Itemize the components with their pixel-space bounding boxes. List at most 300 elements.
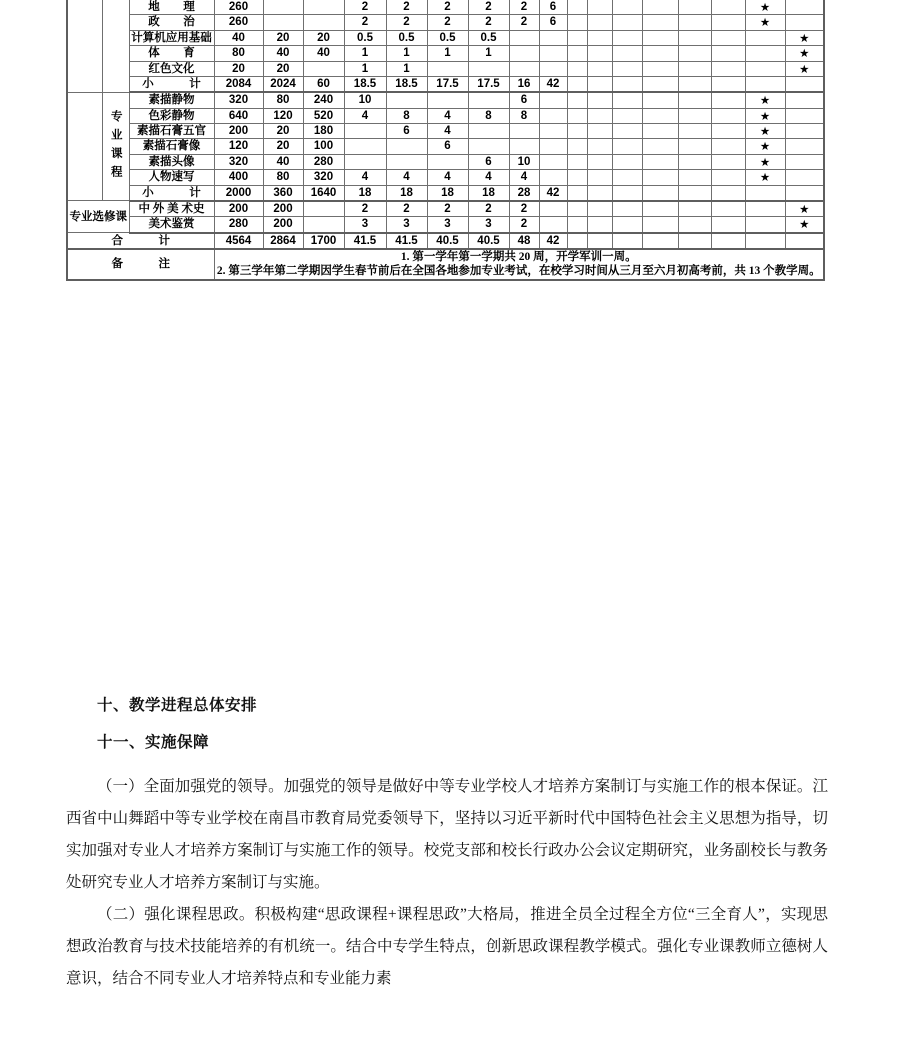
cell: 6 (539, 0, 567, 15)
cell: 2 (386, 0, 427, 15)
group-label-professional-electives: 专业选修课 (67, 201, 129, 233)
cell: 80 (214, 46, 263, 61)
cell: 20 (263, 30, 303, 45)
cell: 20 (263, 61, 303, 76)
cell (539, 30, 567, 45)
cell: 3 (386, 217, 427, 233)
cell (587, 61, 612, 76)
cell (678, 15, 711, 30)
exam-star: ★ (745, 108, 785, 123)
cell (587, 201, 612, 217)
cell: 200 (214, 124, 263, 139)
cell: 40 (303, 46, 344, 61)
cell: 2000 (214, 185, 263, 201)
cell: 20 (214, 61, 263, 76)
table-row (67, 0, 824, 15)
cell: 2 (509, 201, 539, 217)
table-row (67, 139, 824, 154)
cell (678, 139, 711, 154)
cell: 6 (386, 124, 427, 139)
exam-star: ★ (745, 0, 785, 15)
table-row (67, 15, 824, 30)
cell (567, 217, 587, 233)
cell: 120 (214, 139, 263, 154)
cell: 18 (386, 185, 427, 201)
cell: 1 (386, 46, 427, 61)
table-row (67, 124, 824, 139)
note-content (214, 249, 824, 280)
cell (612, 30, 642, 45)
cell: 40 (263, 46, 303, 61)
cell: 4564 (214, 233, 263, 249)
total-label: 合 计 (67, 233, 214, 249)
cell: 41.5 (344, 233, 386, 249)
group-cell-empty-outer (67, 0, 102, 92)
cell: 240 (303, 92, 344, 108)
cell (567, 201, 587, 217)
cell: 2 (509, 217, 539, 233)
cell (678, 217, 711, 233)
cell (539, 170, 567, 185)
cell (539, 201, 567, 217)
cell (642, 108, 678, 123)
cell (567, 15, 587, 30)
cell (587, 46, 612, 61)
table-row-subtotal (67, 76, 824, 92)
course-name: 中 外 美 术史 (129, 201, 214, 217)
note-line-1: 1. 第一学年第一学期共 20 周，开学军训一周。 (400, 251, 637, 263)
cell: 1 (386, 61, 427, 76)
subtotal-label: 小 计 (129, 185, 214, 201)
cell: 200 (263, 217, 303, 233)
cell: 1640 (303, 185, 344, 201)
cell: 4 (344, 170, 386, 185)
cell (468, 139, 509, 154)
cell (785, 154, 824, 169)
cell (785, 15, 824, 30)
cell (642, 154, 678, 169)
cell (587, 170, 612, 185)
cell: 520 (303, 108, 344, 123)
cell (785, 185, 824, 201)
cell: 1 (427, 46, 468, 61)
cell (509, 46, 539, 61)
cell (567, 30, 587, 45)
cell: 180 (303, 124, 344, 139)
cell (785, 108, 824, 123)
curriculum-table (66, 0, 825, 281)
table-row-notes (67, 249, 824, 280)
cell: 2024 (263, 76, 303, 92)
cell (612, 15, 642, 30)
cell (678, 0, 711, 15)
cell: 18 (468, 185, 509, 201)
cell (642, 0, 678, 15)
cell (386, 92, 427, 108)
cell (263, 0, 303, 15)
course-name: 政 治 (129, 15, 214, 30)
cell (612, 124, 642, 139)
cell: 2 (427, 15, 468, 30)
curriculum-table-body (67, 0, 824, 280)
cell (587, 108, 612, 123)
cell: 40.5 (427, 233, 468, 249)
cell (427, 92, 468, 108)
cell: 48 (509, 233, 539, 249)
cell (509, 139, 539, 154)
note-line-2: 2. 第三学年第二学期因学生春节前后在全国各地参加专业考试，在校学习时间从三月至六月初高考前，共 13 个教学周。 (216, 265, 821, 278)
cell: 2 (509, 0, 539, 15)
cell (642, 185, 678, 201)
cell (612, 61, 642, 76)
cell: 42 (539, 76, 567, 92)
cell: 80 (263, 170, 303, 185)
cell (711, 233, 745, 249)
cell (567, 154, 587, 169)
cell (567, 76, 587, 92)
heading-section-eleven: 十一、实施保障 (97, 734, 210, 752)
cell (642, 124, 678, 139)
cell (642, 217, 678, 233)
paragraph-one: （一）全面加强党的领导。加强党的领导是做好中等专业学校人才培养方案制订与实施工作的根本保证。江西省中山舞蹈中等专业学校在南昌市教育局党委领导下，坚持以习近平新时代中国特色社会主义思想为指导，切实加强对专业人才培养方案制订与实施工作的领导。校党支部和校长行政办公会议定期研究，业务副校长与教务处研究专业人才培养方案制订与实施。 (66, 777, 828, 891)
group-cell-empty-inner (102, 0, 129, 92)
cell: 1700 (303, 233, 344, 249)
cell: 20 (263, 124, 303, 139)
cell (587, 124, 612, 139)
cell: 42 (539, 185, 567, 201)
note-label: 备 注 (67, 249, 214, 280)
cell (785, 124, 824, 139)
cell (539, 46, 567, 61)
cell (539, 92, 567, 108)
cell: 18 (344, 185, 386, 201)
cell (303, 201, 344, 217)
cell (678, 76, 711, 92)
cell (745, 201, 785, 217)
cell: 4 (427, 170, 468, 185)
cell: 28 (509, 185, 539, 201)
table-row (67, 170, 824, 185)
paragraph-two: （二）强化课程思政。积极构建“思政课程+课程思政”大格局，推进全员全过程全方位“三全育人”，实现思想政治教育与技术技能培养的有机统一。结合中专学生特点，创新思政课程教学模式。强化专业课教师立德树人意识，结合不同专业人才培养特点和专业能力素 (66, 905, 828, 987)
cell (711, 185, 745, 201)
cell (642, 61, 678, 76)
cell: 320 (214, 92, 263, 108)
cell (785, 0, 824, 15)
cell (711, 76, 745, 92)
cell (567, 108, 587, 123)
cell: 360 (263, 185, 303, 201)
cell: 280 (214, 217, 263, 233)
course-name: 色彩静物 (129, 108, 214, 123)
cell (678, 124, 711, 139)
exam-star: ★ (785, 30, 824, 45)
exam-star: ★ (785, 46, 824, 61)
cell (612, 46, 642, 61)
course-name: 计算机应用基础 (129, 30, 214, 45)
cell (612, 0, 642, 15)
cell (745, 217, 785, 233)
cell (711, 61, 745, 76)
group-cell-empty-outer (67, 92, 102, 201)
cell (711, 124, 745, 139)
cell (567, 170, 587, 185)
cell: 260 (214, 15, 263, 30)
cell (785, 92, 824, 108)
course-name: 素描石膏像 (129, 139, 214, 154)
cell (567, 139, 587, 154)
cell (678, 201, 711, 217)
cell: 60 (303, 76, 344, 92)
cell: 280 (303, 154, 344, 169)
cell: 2 (427, 201, 468, 217)
course-name: 地 理 (129, 0, 214, 15)
cell (509, 124, 539, 139)
table-row (67, 217, 824, 233)
cell (785, 76, 824, 92)
cell (678, 233, 711, 249)
cell: 80 (263, 92, 303, 108)
cell (587, 217, 612, 233)
cell (427, 154, 468, 169)
exam-star: ★ (745, 139, 785, 154)
heading-section-ten: 十、教学进程总体安排 (97, 697, 258, 714)
cell: 18.5 (344, 76, 386, 92)
cell (642, 170, 678, 185)
cell: 41.5 (386, 233, 427, 249)
cell (427, 61, 468, 76)
cell: 2 (468, 15, 509, 30)
cell (303, 0, 344, 15)
cell: 2 (468, 0, 509, 15)
cell (612, 201, 642, 217)
cell: 4 (509, 170, 539, 185)
exam-star: ★ (785, 201, 824, 217)
cell (711, 15, 745, 30)
cell (567, 46, 587, 61)
cell (612, 217, 642, 233)
cell: 20 (263, 139, 303, 154)
cell: 4 (427, 124, 468, 139)
cell (642, 46, 678, 61)
cell (745, 46, 785, 61)
cell: 8 (468, 108, 509, 123)
cell (678, 108, 711, 123)
cell (711, 108, 745, 123)
cell: 8 (386, 108, 427, 123)
cell: 4 (344, 108, 386, 123)
cell (711, 46, 745, 61)
cell: 2 (427, 0, 468, 15)
exam-star: ★ (785, 61, 824, 76)
cell: 6 (509, 92, 539, 108)
cell (711, 201, 745, 217)
table-row-subtotal (67, 185, 824, 201)
table-row (67, 30, 824, 45)
cell (711, 154, 745, 169)
cell (567, 185, 587, 201)
cell: 640 (214, 108, 263, 123)
cell (678, 30, 711, 45)
table-row (67, 154, 824, 169)
cell: 40 (263, 154, 303, 169)
cell: 4 (427, 108, 468, 123)
cell (468, 61, 509, 76)
cell (612, 154, 642, 169)
cell (587, 30, 612, 45)
course-name: 体 育 (129, 46, 214, 61)
cell (587, 139, 612, 154)
cell: 2864 (263, 233, 303, 249)
cell: 42 (539, 233, 567, 249)
cell (711, 92, 745, 108)
cell (678, 61, 711, 76)
cell (711, 170, 745, 185)
cell (745, 233, 785, 249)
cell: 2 (386, 201, 427, 217)
cell (344, 139, 386, 154)
cell: 1 (468, 46, 509, 61)
cell (612, 233, 642, 249)
cell (678, 170, 711, 185)
cell (587, 154, 612, 169)
cell (745, 30, 785, 45)
cell (509, 30, 539, 45)
cell: 18.5 (386, 76, 427, 92)
cell: 40 (214, 30, 263, 45)
group-label-professional-courses: 专业课程 (102, 92, 129, 201)
cell (539, 217, 567, 233)
cell (785, 233, 824, 249)
cell: 4 (386, 170, 427, 185)
cell (612, 185, 642, 201)
cell (567, 124, 587, 139)
cell (539, 154, 567, 169)
cell (711, 0, 745, 15)
cell: 1 (344, 46, 386, 61)
exam-star: ★ (745, 170, 785, 185)
course-name: 素描石膏五官 (129, 124, 214, 139)
cell: 10 (509, 154, 539, 169)
cell (587, 233, 612, 249)
cell (567, 61, 587, 76)
course-name: 红色文化 (129, 61, 214, 76)
cell (567, 92, 587, 108)
cell (612, 108, 642, 123)
cell (587, 15, 612, 30)
cell: 8 (509, 108, 539, 123)
cell (711, 139, 745, 154)
cell (303, 15, 344, 30)
cell: 3 (344, 217, 386, 233)
cell: 3 (427, 217, 468, 233)
cell (785, 170, 824, 185)
table-row (67, 46, 824, 61)
cell: 400 (214, 170, 263, 185)
cell (642, 76, 678, 92)
course-name: 素描静物 (129, 92, 214, 108)
cell: 2 (468, 201, 509, 217)
exam-star: ★ (745, 154, 785, 169)
cell: 100 (303, 139, 344, 154)
cell: 2 (386, 15, 427, 30)
cell: 120 (263, 108, 303, 123)
cell (386, 154, 427, 169)
cell: 200 (263, 201, 303, 217)
cell: 320 (214, 154, 263, 169)
cell (745, 76, 785, 92)
cell (539, 108, 567, 123)
cell: 3 (468, 217, 509, 233)
exam-star: ★ (745, 15, 785, 30)
table-row (67, 108, 824, 123)
cell: 4 (468, 170, 509, 185)
cell (567, 233, 587, 249)
cell (785, 139, 824, 154)
table-row (67, 201, 824, 217)
cell: 6 (468, 154, 509, 169)
cell (468, 124, 509, 139)
cell (567, 0, 587, 15)
cell: 0.5 (344, 30, 386, 45)
cell (642, 139, 678, 154)
cell (612, 170, 642, 185)
cell (303, 217, 344, 233)
cell: 16 (509, 76, 539, 92)
cell (612, 92, 642, 108)
cell: 10 (344, 92, 386, 108)
cell (642, 201, 678, 217)
cell: 40.5 (468, 233, 509, 249)
cell (539, 124, 567, 139)
cell (642, 233, 678, 249)
cell (344, 154, 386, 169)
exam-star: ★ (745, 92, 785, 108)
cell: 6 (427, 139, 468, 154)
cell: 200 (214, 201, 263, 217)
cell: 2 (344, 0, 386, 15)
cell (642, 15, 678, 30)
cell (745, 185, 785, 201)
cell (678, 92, 711, 108)
cell (587, 92, 612, 108)
cell (612, 139, 642, 154)
table-row (67, 92, 824, 108)
cell (386, 139, 427, 154)
cell (711, 217, 745, 233)
table-row-total (67, 233, 824, 249)
course-name: 人物速写 (129, 170, 214, 185)
cell (539, 61, 567, 76)
cell (509, 61, 539, 76)
cell: 0.5 (386, 30, 427, 45)
cell: 320 (303, 170, 344, 185)
course-name: 素描头像 (129, 154, 214, 169)
cell (642, 30, 678, 45)
cell (344, 124, 386, 139)
cell (678, 154, 711, 169)
cell (263, 15, 303, 30)
cell (612, 76, 642, 92)
cell (468, 92, 509, 108)
cell: 2084 (214, 76, 263, 92)
cell (711, 30, 745, 45)
cell (678, 185, 711, 201)
cell (745, 61, 785, 76)
exam-star: ★ (785, 217, 824, 233)
table-row (67, 61, 824, 76)
cell: 0.5 (427, 30, 468, 45)
document-body (66, 694, 828, 995)
